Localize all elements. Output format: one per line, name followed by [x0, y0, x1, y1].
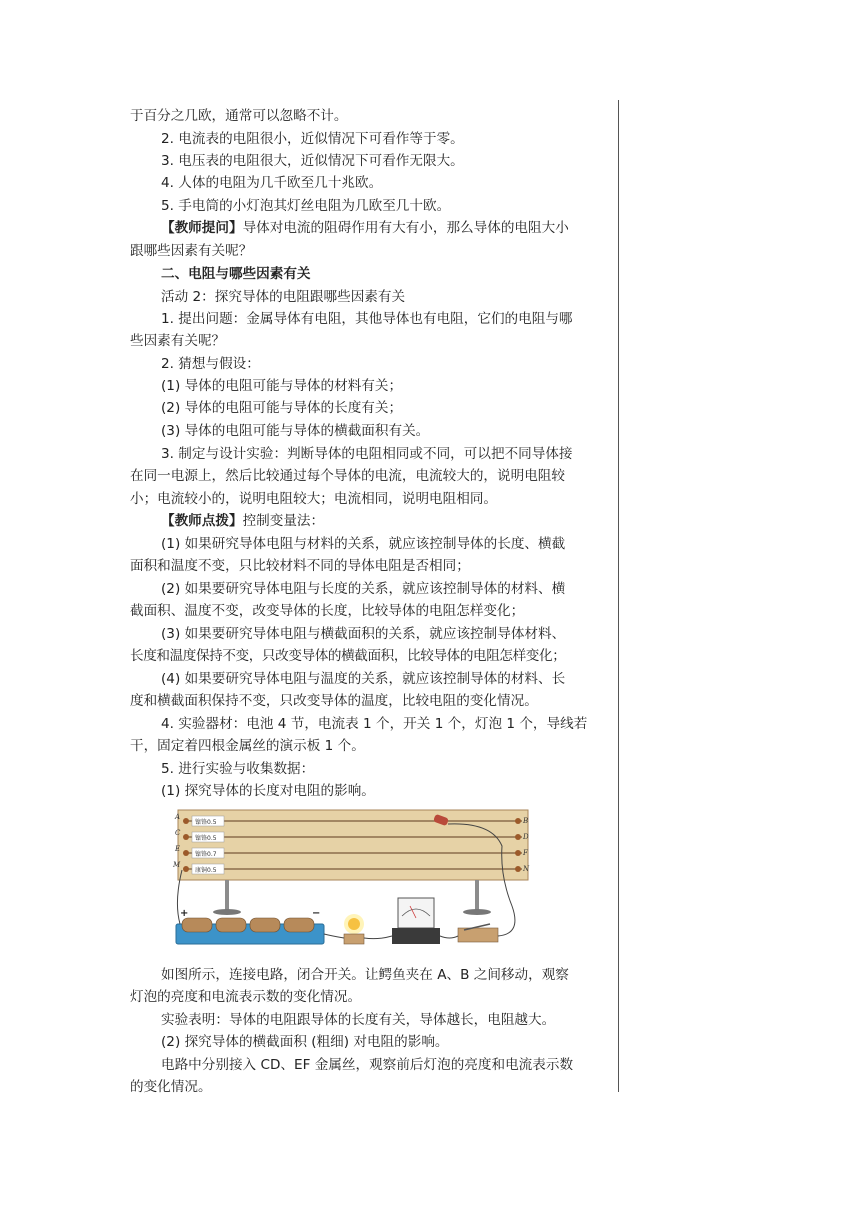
- text-line: 4. 人体的电阻为几千欧至几十兆欧。: [161, 175, 383, 191]
- teacher-hint-para: [161, 510, 324, 532]
- board-stands: [227, 880, 477, 910]
- text-line: 灯泡的亮度和电流表示数的变化情况。: [130, 989, 362, 1005]
- text-line: (3) 如果要研究导体电阻与横截面积的关系，就应该控制导体材料、: [161, 626, 566, 642]
- plus-sign: +: [180, 908, 189, 919]
- light-bulb: [344, 914, 364, 944]
- terminal-label-d: D: [523, 833, 529, 841]
- text-line: 的变化情况。: [130, 1079, 212, 1095]
- text-line: 2. 电流表的电阻很小，近似情况下可看作等于零。: [161, 131, 464, 147]
- text-line: 些因素有关呢？: [130, 333, 226, 349]
- wire-tag-3: 镍铬0.7: [195, 851, 217, 858]
- stand-bases: [213, 909, 491, 915]
- text-line: 1. 提出问题：金属导体有电阻，其他导体也有电阻，它们的电阻与哪: [161, 311, 573, 327]
- terminal-label-a: A: [175, 813, 181, 821]
- text-line: 跟哪些因素有关呢？: [130, 243, 253, 259]
- text-line: (2) 探究导体的横截面积 (粗细) 对电阻的影响。: [161, 1034, 449, 1050]
- wire-tag-1: 镍铬0.5: [195, 819, 217, 826]
- text-line: 度和横截面积保持不变，只改变导体的温度，比较电阻的变化情况。: [130, 693, 538, 709]
- minus-sign: −: [312, 908, 321, 919]
- text-line: 面积和温度不变，只比较材料不同的导体电阻是否相同；: [130, 558, 470, 574]
- text-line: 长度和温度保持不变，只改变导体的横截面积，比较导体的电阻怎样变化；: [130, 648, 566, 664]
- text-line: 2. 猜想与假设：: [161, 356, 260, 372]
- text-line: 电路中分别接入 CD、EF 金属丝，观察前后灯泡的亮度和电流表示数: [161, 1057, 574, 1073]
- text-line: (1) 导体的电阻可能与导体的材料有关；: [161, 378, 403, 394]
- text-line: 5. 手电筒的小灯泡其灯丝电阻为几欧至几十欧。: [161, 198, 451, 214]
- text-line: 截面积、温度不变，改变导体的长度，比较导体的电阻怎样变化；: [130, 603, 525, 619]
- switch: [458, 924, 498, 942]
- experiment-circuit-figure: [172, 806, 532, 954]
- text-run: 导体对电流的阻碍作用有大有小，那么导体的电阻大小: [242, 220, 569, 236]
- text-line: (2) 如果要研究导体电阻与长度的关系，就应该控制导体的材料、横: [161, 581, 566, 597]
- terminal-label-f: F: [523, 849, 528, 857]
- text-line: 如图所示，连接电路，闭合开关。让鳄鱼夹在 A、B 之间移动，观察: [161, 967, 569, 983]
- text-line: 干，固定着四根金属丝的演示板 1 个。: [130, 738, 365, 754]
- text-line: (1) 探究导体的长度对电阻的影响。: [161, 783, 375, 799]
- terminal-label-n: N: [523, 865, 530, 873]
- text-run: 控制变量法：: [242, 513, 325, 529]
- terminal-label-e: E: [175, 845, 181, 853]
- text-line: 活动 2：探究导体的电阻跟哪些因素有关: [161, 289, 406, 305]
- text-line: (1) 如果研究导体电阻与材料的关系，就应该控制导体的长度、横截: [161, 536, 566, 552]
- text-line: 5. 进行实验与收集数据：: [161, 761, 315, 777]
- terminal-label-b: B: [523, 817, 529, 825]
- teacher-hint-tag: 【教师点拨】: [161, 513, 243, 529]
- text-line: 在同一电源上，然后比较通过每个导体的电流，电流较大的，说明电阻较: [130, 468, 565, 484]
- text-line: 实验表明：导体的电阻跟导体的长度有关，导体越长，电阻越大。: [161, 1012, 556, 1028]
- ammeter: [392, 898, 440, 944]
- text-line: 4. 实验器材：电池 4 节，电流表 1 个，开关 1 个，灯泡 1 个，导线若: [161, 716, 588, 732]
- text-line: (3) 导体的电阻可能与导体的横截面积有关。: [161, 423, 430, 439]
- section-heading: 二、电阻与哪些因素有关: [161, 266, 311, 282]
- teacher-question-tag: 【教师提问】: [161, 220, 243, 236]
- text-line: (4) 如果要研究导体电阻与温度的关系，就应该控制导体的材料、长: [161, 671, 566, 687]
- table-border-line: [618, 100, 619, 1092]
- text-line: 3. 电压表的电阻很大，近似情况下可看作无限大。: [161, 153, 464, 169]
- text-line: (2) 导体的电阻可能与导体的长度有关；: [161, 400, 403, 416]
- terminal-label-c: C: [175, 829, 181, 837]
- text-line: 3. 制定与设计实验：判断导体的电阻相同或不同，可以把不同导体接: [161, 446, 573, 462]
- text-line: 小；电流较小的，说明电阻较大；电流相同，说明电阻相同。: [130, 491, 498, 507]
- teacher-question-para: [161, 217, 569, 239]
- text-line: 于百分之几欧，通常可以忽略不计。: [130, 108, 348, 124]
- terminal-label-m: M: [173, 861, 181, 869]
- wire-tag-2: 镍铬0.5: [195, 835, 217, 842]
- wire-tag-4: 康铜0.5: [195, 867, 217, 874]
